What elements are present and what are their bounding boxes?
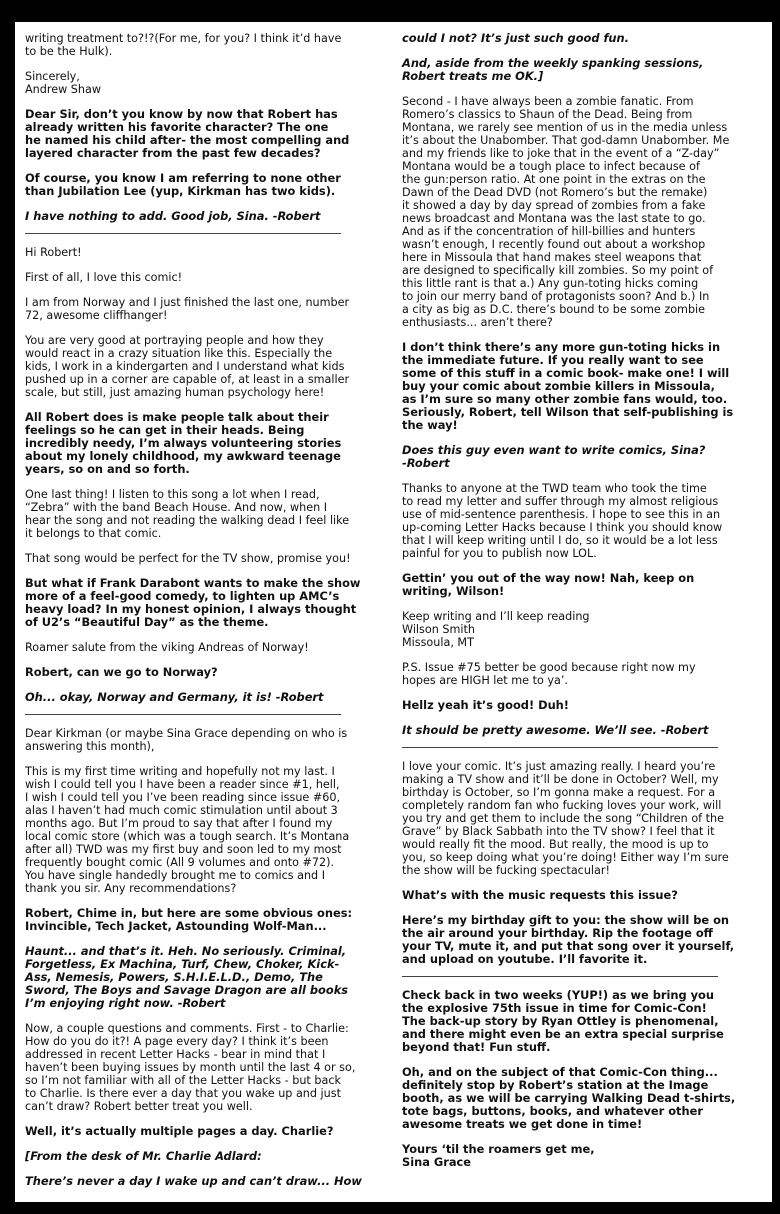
letter-paragraph: Second - I have always been a zombie fanatic. From Romero’s classics to Shaun of the Dead. Being from Montana, we rarely see mention of us in the media unless it’s about the Unabomber. That god-damn Unabomber. Me and my friends like to joke that in the event of a “Z-day” Montana would be a tough place to infect because of the gun:person ratio. At one point in the extras on the Dawn of the Dead DVD (not Romero’s but the remake) it showed a day by day spread of zombies from a fake news broadcast and Montana was the last state to go. And as if the concentration of hill-billies and hunters wasn’t enough, I recently found out about a workshop here in Missoula that hand makes steel weapons that are designed to specifically kill zombies. So my point of this little rant is that a.) Any gun-toting hicks coming to join our merry band of protagonists soon? And b.) In a city as big as D.C. there’s bound to be some zombie enthusiasts... aren’t there? (402, 95, 730, 329)
reply-paragraph: Here’s my birthday gift to you: the show will be on the air around your birthday. Rip the footage off your TV, mute it, and put that song over it yourself, and upload on youtube. I’ll favorite it. (402, 913, 735, 966)
reply-paragraph: could I not? It’s just such good fun. (402, 31, 629, 45)
letter-paragraph: Dear Kirkman (or maybe Sina Grace depending on who is answering this month), (25, 727, 348, 753)
letter-paragraph: Roamer salute from the viking Andreas of Norway! (25, 641, 309, 654)
section-divider (402, 747, 718, 748)
letter-paragraph: writing treatment to?!?(For me, for you? I think it’d have to be the Hulk). (25, 32, 342, 58)
reply-paragraph: I don’t think there’s any more gun-toting hicks in the immediate future. If you really want to see some of this stuff in a comic book- make one! I will buy your comic about zombie killers in Missoula, as I’m sure so many other zombie fans would, too. Seriously, Robert, tell Wilson that self-publishing is the way! (402, 340, 734, 432)
letter-paragraph: I am from Norway and I just finished the last one, number 72, awesome cliffhanger! (25, 296, 350, 322)
reply-paragraph: Dear Sir, don’t you know by now that Robert has already written his favorite character? The one he named his child after- the most compelling and layered character from the past few decades? (25, 107, 350, 160)
reply-paragraph: Oh, and on the subject of that Comic-Con thing... definitely stop by Robert’s station at the Image booth, as we will be carrying Walking Dead t-shirts, tote bags, buttons, books, and whatever other awesome treats we get done in time! (402, 1065, 736, 1131)
letter-paragraph: Hi Robert! (25, 246, 82, 259)
reply-paragraph: Does this guy even want to write comics, Sina? -Robert (402, 443, 706, 470)
section-divider (25, 233, 341, 234)
letter-paragraph: One last thing! I listen to this song a lot when I read, “Zebra” with the band Beach House. And now, when I hear the song and not reading the walking dead I feel like it belongs to that comic. (25, 488, 350, 540)
reply-paragraph: And, aside from the weekly spanking sessions, Robert treats me OK.] (402, 56, 704, 83)
letter-paragraph: Keep writing and I’ll keep reading Wilson Smith Missoula, MT (402, 610, 590, 649)
reply-paragraph: [From the desk of Mr. Charlie Adlard: (25, 1149, 262, 1163)
reply-paragraph: Well, it’s actually multiple pages a day. Charlie? (25, 1124, 334, 1138)
reply-paragraph: Of course, you know I am referring to none other than Jubilation Lee (yup, Kirkman has two kids). (25, 171, 341, 198)
reply-paragraph: Robert, Chime in, but here are some obvious ones: Invincible, Tech Jacket, Astounding Wolf-Man... (25, 906, 353, 933)
letter-paragraph: This is my first time writing and hopefully not my last. I wish I could tell you I have been a reader since #1, hell, I wish I could tell you I’ve been reading since issue #60, alas I haven’t had much comic stimulation until about 3 months ago. But I’m proud to say that after I found my local comic store (which was a tough search. It’s Montana after all) TWD was my first buy and soon led to my most frequently bought comic (All 9 volumes and onto #72). You have single handedly brought me to comics and I thank you sir. Any recommendations? (25, 765, 350, 895)
letter-paragraph: Now, a couple questions and comments. First - to Charlie: How do you do it?! A page every day? I think it’s been addressed in recent Letter Hacks - bear in mind that I haven’t been buying issues by month until the last 4 or so, so I’m not familiar with all of the Letter Hacks - but back to Charlie. Is there ever a day that you wake up and just can’t draw? Robert better treat you well. (25, 1022, 356, 1113)
reply-paragraph: Hellz yeah it’s good! Duh! (402, 698, 569, 712)
reply-paragraph: But what if Frank Darabont wants to make the show more of a feel-good comedy, to lighten up AMC’s heavy load? In my honest opinion, I always thought of U2’s “Beautiful Day” as the theme. (25, 576, 361, 629)
reply-paragraph: Haunt... and that’s it. Heh. No seriously. Criminal, Forgetless, Ex Machina, Turf, Chew, Choker, Kick- Ass, Nemesis, Powers, S.H.I.E.L.D., Demo, The Sword, The Boys and Savage Dragon are all books I’m enjoying right now. -Robert (25, 944, 349, 1010)
section-divider (402, 976, 718, 977)
right-column (402, 32, 742, 1181)
letter-paragraph: That song would be perfect for the TV show, promise you! (25, 552, 351, 565)
letter-paragraph: First of all, I love this comic! (25, 271, 183, 284)
letters-page (15, 22, 772, 1202)
letter-paragraph: Thanks to anyone at the TWD team who took the time to read my letter and suffer through my almost religious use of mid-sentence parenthesis. I hope to see this in an up-coming Letter Hacks because I think you should know that I will keep writing until I do, so it would be a lot less painful for you to publish now LOL. (402, 482, 723, 560)
reply-paragraph: Oh... okay, Norway and Germany, it is! -Robert (25, 690, 324, 704)
reply-paragraph: I have nothing to add. Good job, Sina. -Robert (25, 209, 321, 223)
letter-paragraph: I love your comic. It’s just amazing really. I heard you’re making a TV show and it’ll be done in October? Well, my birthday is October, so I’m gonna make a request. For a completely random fan who fucking loves your work, will you try and get them to include the song “Children of the Grave” by Black Sabbath into the TV show? I feel that it would really fit the mood. But really, the mood is up to you, so keep doing what you’re doing! Either way I’m sure the show will be fucking spectacular! (402, 760, 729, 877)
letter-paragraph: P.S. Issue #75 better be good because right now my hopes are HIGH let me to ya’. (402, 661, 696, 687)
reply-paragraph: It should be pretty awesome. We’ll see. -Robert (402, 723, 709, 737)
reply-paragraph: What’s with the music requests this issue? (402, 888, 678, 902)
reply-paragraph: Gettin’ you out of the way now! Nah, keep on writing, Wilson! (402, 571, 695, 598)
left-column (25, 32, 365, 1200)
reply-paragraph: All Robert does is make people talk about their feelings so he can get in their heads. Being incredibly needy, I’m always volunteering stories about my lonely childhood, my awkward teenage years, so on and so forth. (25, 410, 342, 476)
reply-paragraph: Robert, can we go to Norway? (25, 665, 218, 679)
letter-paragraph: Sincerely, Andrew Shaw (25, 70, 101, 96)
reply-paragraph: Check back in two weeks (YUP!) as we bring you the explosive 75th issue in time for Comic-Con! The back-up story by Ryan Ottley is phenomenal, and there might even be an extra special surprise beyond that! Fun stuff. (402, 988, 724, 1054)
section-divider (25, 714, 341, 715)
letter-paragraph: You are very good at portraying people and how they would react in a crazy situation like this. Especially the kids, I work in a kindergarten and I understand what kids pushed up in a corner are capable of, at least in a smaller scale, but still, just amazing human psychology here! (25, 334, 350, 399)
reply-paragraph: Yours ‘til the roamers get me, Sina Grace (402, 1142, 595, 1169)
reply-paragraph: There’s never a day I wake up and can’t draw... How (25, 1174, 362, 1188)
